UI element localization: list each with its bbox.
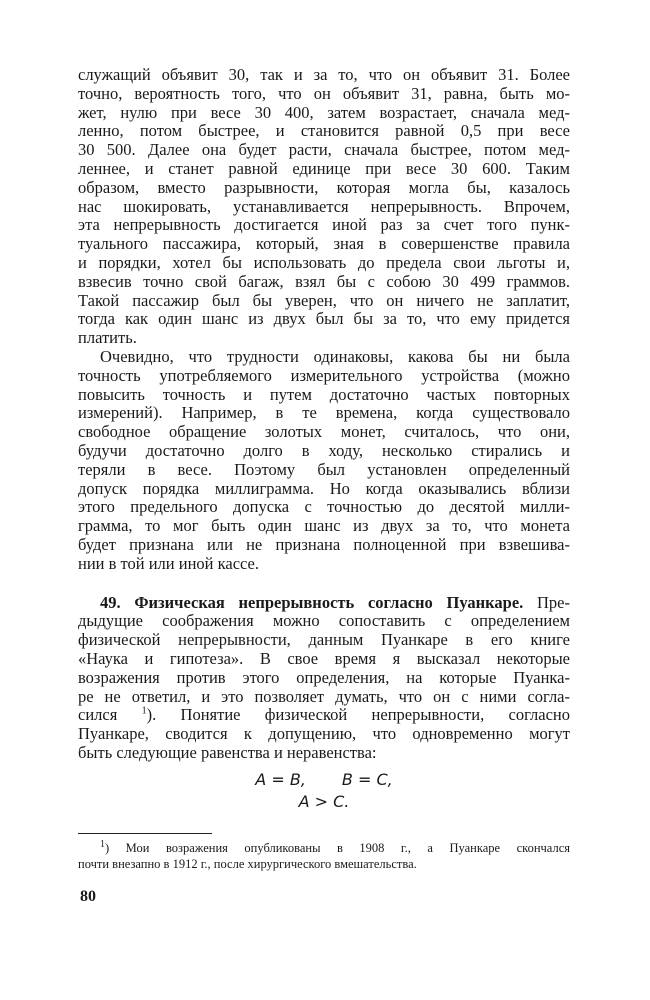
text-line: нии в той или иной кассе. <box>78 553 260 573</box>
formula-block <box>78 769 570 813</box>
text-line: физической непрерывности, данным Пуанкаре в его книге <box>78 630 570 650</box>
text-line: нас шокировать, устанавливается непрерывность. Впрочем, <box>78 196 570 216</box>
formula-eq2: B = C, <box>341 769 393 789</box>
text-line: этого предельного допуска с точностью до десятой милли- <box>78 497 570 517</box>
formula-inequality: A > C. <box>298 791 350 811</box>
footnote <box>78 840 570 872</box>
text-line: Очевидно, что трудности одинаковы, какова бы ни была <box>100 346 570 366</box>
text-line: служащий объявит 30, так и за то, что он объявит 31. Более <box>78 65 570 84</box>
footnote-line <box>78 840 570 856</box>
line-start: сился <box>78 705 142 725</box>
text-line: жет, нулю при весе 30 400, затем возрастает, сначала мед- <box>78 102 570 122</box>
text-line: взвесив точно свой багаж, взял бы с собою 30 499 граммов. <box>78 271 570 291</box>
text-line: Такой пассажир был бы уверен, что он ничего не заплатит, <box>78 290 570 310</box>
formula-eq1: A = B, <box>255 769 306 789</box>
paragraph-2 <box>78 348 570 574</box>
text-line: 30 500. Далее она будет расти, сначала быстрее, потом мед- <box>78 140 570 160</box>
text-line: Пуанкаре, сводится к допущению, что одновременно могут <box>78 724 570 744</box>
heading-continuation: Пре- <box>523 592 571 612</box>
text-line: свободное обращение золотых монет, считалось, что они, <box>78 422 570 442</box>
text-line: и порядки, хотел бы использовать до предела свои льготы и, <box>78 252 570 272</box>
section-first-line <box>78 594 570 613</box>
text-line: быть следующие равенства и неравенства: <box>78 742 377 762</box>
section-49 <box>78 594 570 763</box>
page-body <box>78 66 570 872</box>
text-line: платить. <box>78 328 137 348</box>
text-line: возражения против этого определения, на которые Пуанка- <box>78 667 570 687</box>
text-line: «Наука и гипотеза». В свое время я высказал некоторые <box>78 648 570 668</box>
text-line: тогда как один шанс из двух был бы за то, что ему придется <box>78 309 570 329</box>
text-line: повысить точность и путем достаточно частых повторных <box>78 384 570 404</box>
text-line: точно, вероятность того, что он объявит 31, равна, быть мо- <box>78 83 570 103</box>
formula-equalities <box>78 769 570 791</box>
text-line: ленно, потом быстрее, и становится равной 0,5 при весе <box>78 121 570 141</box>
section-heading: 49. Физическая непрерывность согласно Пуанкаре. <box>100 592 524 612</box>
section-gap <box>78 574 570 594</box>
text-line: леннее, и станет равной единице при весе 30 600. Таким <box>78 158 570 178</box>
paragraph-1 <box>78 66 570 348</box>
text-line: ре не ответил, и это позволяет думать, что он с ними согла- <box>78 686 570 706</box>
footnote-divider <box>78 833 212 834</box>
text-line: теряли в весе. Поэтому был установлен определенный <box>78 459 570 479</box>
text-line: будет признана или не признана полноценной при взвешива- <box>78 534 570 554</box>
footnote-marker: 1 <box>100 838 105 850</box>
line-end: ). Понятие физической непрерывности, согласно <box>146 705 570 725</box>
text-line: грамма, то мог быть один шанс из двух за то, что монета <box>78 516 570 536</box>
footnote-text: ) Мои возражения опубликованы в 1908 г., а Пуанкаре скончался <box>105 840 570 855</box>
text-line: дыдущие соображения можно сопоставить с определением <box>78 611 570 631</box>
text-line: измерений). Например, в те времена, когда существовало <box>78 403 570 423</box>
text-line-with-footnote <box>78 706 570 725</box>
text-line: точность употребляемого измерительного устройства (можно <box>78 365 570 385</box>
page-number: 80 <box>80 888 96 905</box>
footnote-line: почти внезапно в 1912 г., после хирургического вмешательства. <box>78 856 417 871</box>
text-line: будучи достаточно долго в ходу, несколько стирались и <box>78 440 570 460</box>
text-line: эта непрерывность достигается иной раз за счет того пунк- <box>78 215 570 235</box>
text-line: допуск порядка миллиграмма. Но когда оказывались вблизи <box>78 478 570 498</box>
text-line: туального пассажира, который, зная в совершенстве правила <box>78 234 570 254</box>
footnote-ref[interactable]: 1 <box>141 705 147 717</box>
text-line: образом, вместо разрывности, которая могла бы, казалось <box>78 177 570 197</box>
